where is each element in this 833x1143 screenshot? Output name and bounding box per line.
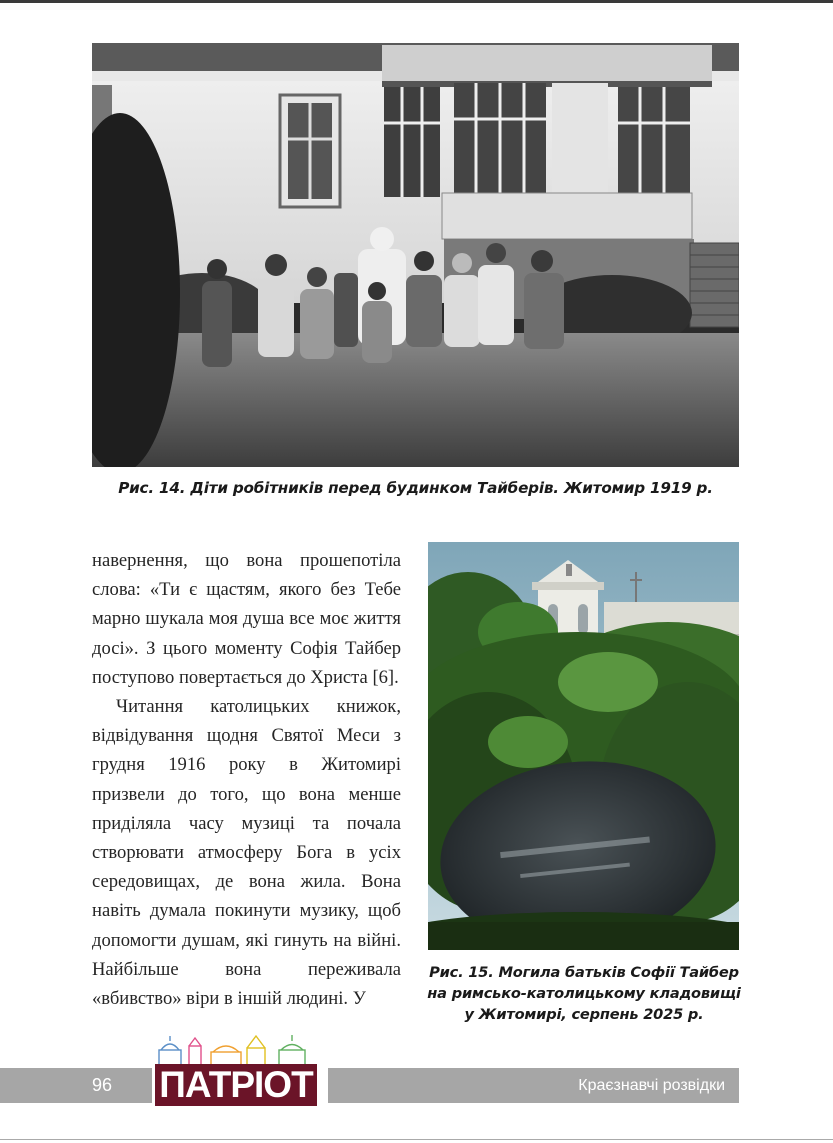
footer-bar-left xyxy=(0,1068,152,1103)
figure2-caption xyxy=(426,962,742,1025)
photo-children-before-house xyxy=(92,43,739,467)
section-title: Краєзнавчі розвідки xyxy=(578,1077,725,1094)
figure2-caption-line: на римсько-католицькому кладовищі xyxy=(427,985,741,1002)
page-number: 96 xyxy=(92,1075,113,1095)
photo-grave-cemetery xyxy=(428,542,739,950)
paragraph-1: навернення, що вона прошепотіла слова: «Ти є щастям, якого без Тебе марно шукала моя душа все моє життя досі». З цього моменту Софія Тайбер поступово повертається до Христа [6]. xyxy=(92,550,401,688)
figure2-caption-line: у Житомирі, серпень 2025 р. xyxy=(464,1006,704,1023)
church-skyline-icon xyxy=(155,1034,320,1068)
figure2-caption-line: Рис. 15. Могила батьків Софії Тайбер xyxy=(429,964,739,981)
logo-text: ПАТРІОТ xyxy=(155,1064,317,1106)
article-body xyxy=(92,546,401,1013)
magazine-logo xyxy=(155,1034,325,1106)
top-rule xyxy=(0,0,833,3)
figure1-caption: Рис. 14. Діти робітників перед будинком Тайберів. Житомир 1919 р. xyxy=(118,479,713,497)
paragraph-2: Читання католицьких книжок, відвідування щодня Святої Меси з грудня 1916 року в Житомирі призвели до того, що вона менше приділяла часу музиці та почала створювати атмосферу Бога в усіх середовищах, де вона жила. Вона навіть думала покинути музику, щоб допомогти душам, які гинуть на війні. Найбільше вона переживала «вбивство» віри в іншій людині. У xyxy=(92,696,401,1010)
bottom-rule xyxy=(0,1139,833,1140)
